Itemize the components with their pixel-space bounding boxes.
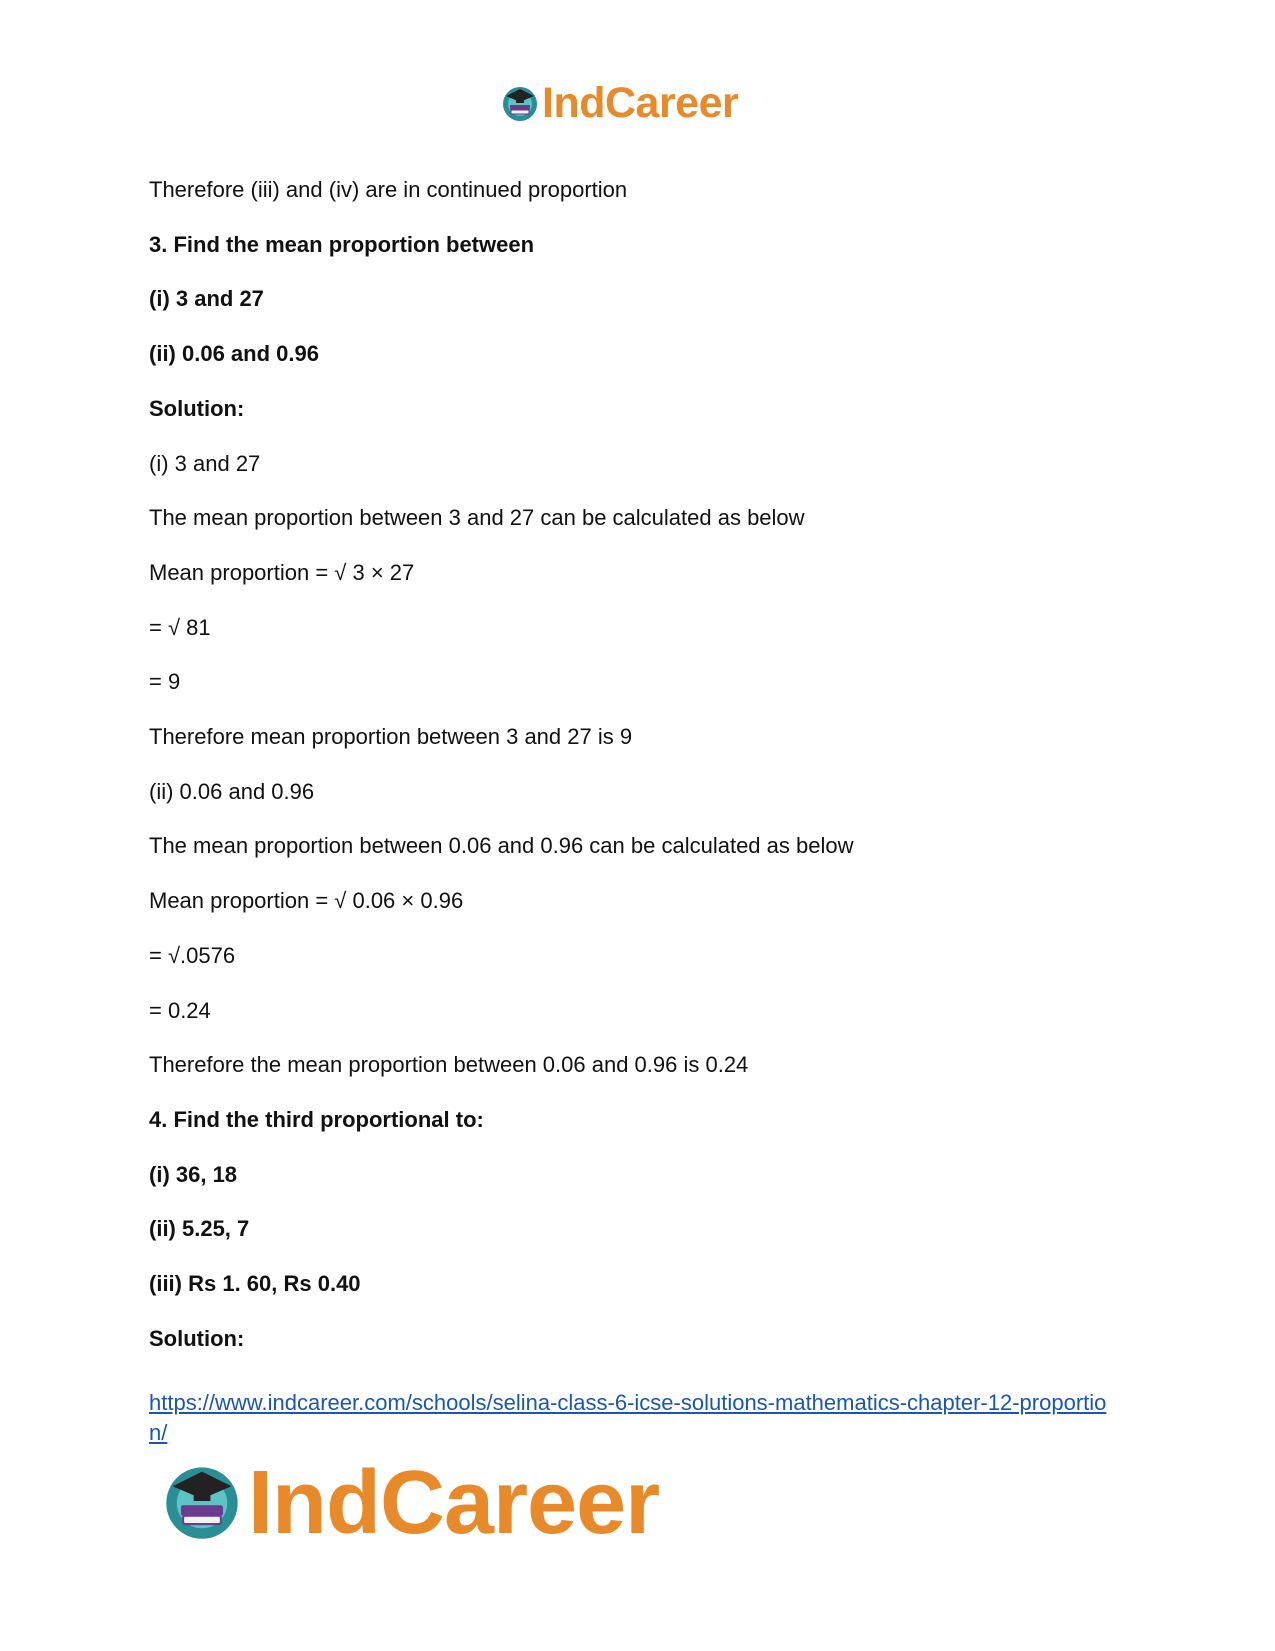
- heading-line: 3. Find the mean proportion between: [149, 232, 535, 257]
- header-logo-text: IndCareer: [542, 78, 739, 127]
- text-line: Therefore the mean proportion between 0.06 and 0.96 is 0.24: [149, 1052, 749, 1077]
- footer-logo: [160, 1453, 660, 1553]
- heading-line: Solution:: [149, 1326, 245, 1351]
- text-line: (ii) 0.06 and 0.96: [149, 779, 315, 804]
- text-line: Therefore mean proportion between 3 and 27 is 9: [149, 724, 633, 749]
- text-line: The mean proportion between 3 and 27 can be calculated as below: [149, 505, 805, 530]
- source-link[interactable]: https://www.indcareer.com/schools/selina-class-6-icse-solutions-mathematics-chapter-12-proportion/: [149, 1390, 1107, 1445]
- text-line: Mean proportion = √ 0.06 × 0.96: [149, 888, 464, 913]
- text-line: Mean proportion = √ 3 × 27: [149, 560, 415, 585]
- heading-line: (iii) Rs 1. 60, Rs 0.40: [149, 1271, 361, 1296]
- graduation-cap-icon: [500, 83, 540, 123]
- heading-line: (i) 3 and 27: [149, 286, 264, 311]
- graduation-cap-icon: [160, 1459, 244, 1548]
- heading-line: (i) 36, 18: [149, 1162, 238, 1187]
- heading-line: (ii) 0.06 and 0.96: [149, 341, 319, 366]
- heading-line: Solution:: [149, 396, 245, 421]
- text-line: The mean proportion between 0.06 and 0.96 can be calculated as below: [149, 833, 854, 858]
- text-line: = 9: [149, 669, 181, 694]
- footer-logo-text: IndCareer: [248, 1453, 660, 1553]
- text-line: = √ 81: [149, 615, 211, 640]
- heading-line: 4. Find the third proportional to:: [149, 1107, 484, 1132]
- text-line: = √.0576: [149, 943, 236, 968]
- text-line: = 0.24: [149, 998, 211, 1023]
- heading-line: (ii) 5.25, 7: [149, 1216, 250, 1241]
- header-logo: [500, 78, 738, 128]
- text-line: Therefore (iii) and (iv) are in continued proportion: [149, 177, 628, 202]
- text-line: (i) 3 and 27: [149, 451, 261, 476]
